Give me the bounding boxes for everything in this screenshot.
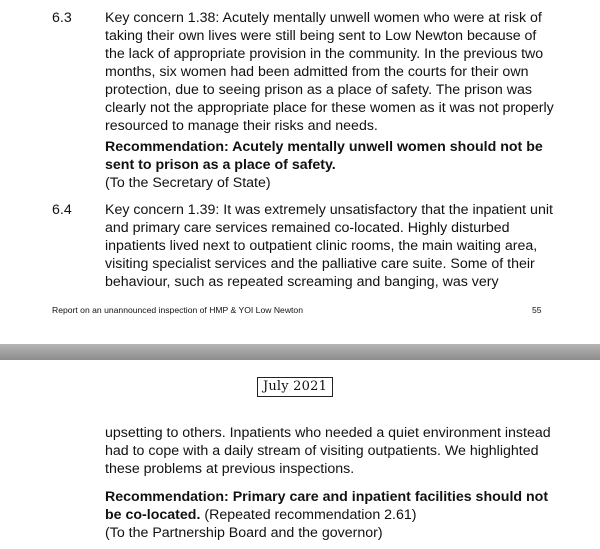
report-page-bottom [0, 360, 600, 549]
recommendation-addressee: (To the Partnership Board and the governor) [105, 525, 383, 541]
text-line: months, six women had been admitted from the courts for their own [105, 64, 529, 80]
recommendation-block [105, 488, 550, 542]
page-number: 55 [532, 305, 542, 315]
text-line: protection, due to seeing prison as a place of safety. The prison was [105, 82, 532, 98]
text-line: visiting specialist services and the palliative care suite. Some of their [105, 256, 535, 272]
recommendation-line [105, 506, 550, 524]
text-line: taking their own lives were still being sent to Low Newton because of [105, 28, 537, 44]
paragraph-number: 6.4 [52, 202, 72, 218]
recommendation-text: Recommendation: Primary care and inpatient facilities should not [105, 489, 549, 505]
continued-text [105, 424, 550, 478]
repeated-recommendation-ref: (Repeated recommendation 2.61) [200, 507, 417, 523]
text-line: these problems at previous inspections. [105, 461, 355, 477]
text-line: and primary care services remained co-located. Highly disturbed [105, 220, 510, 236]
recommendation-text: sent to prison as a place of safety. [105, 157, 336, 173]
recommendation-addressee: (To the Secretary of State) [105, 175, 271, 191]
text-line: Key concern 1.38: Acutely mentally unwell women who were at risk of [105, 10, 542, 26]
recommendation-text: be co-located. [105, 507, 201, 523]
text-line: had to cope with a daily stream of visiting outpatients. We highlighted [105, 443, 539, 459]
text-line: upsetting to others. Inpatients who needed a quiet environment instead [105, 425, 551, 441]
recommendation-text: Recommendation: Acutely mentally unwell women should not be [105, 139, 543, 155]
recommendation-block [105, 138, 550, 192]
text-line: Key concern 1.39: It was extremely unsatisfactory that the inpatient unit [105, 202, 553, 218]
page-divider [0, 344, 600, 360]
text-line: behaviour, such as repeated screaming and banging, was very [105, 274, 499, 290]
text-line: resourced to manage their risks and needs. [105, 118, 378, 134]
paragraph-number: 6.3 [52, 10, 72, 26]
date-stamp: July 2021 [257, 377, 333, 397]
text-line: clearly not the appropriate place for these women as it was not properly [105, 100, 554, 116]
key-concern-text [105, 201, 553, 291]
page-footer-title: Report on an unannounced inspection of HMP & YOI Low Newton [52, 305, 303, 315]
text-line: the lack of appropriate provision in the community. In the previous two [105, 46, 544, 62]
key-concern-text [105, 9, 554, 135]
text-line: inpatients lived next to outpatient clinic rooms, the main waiting area, [105, 238, 538, 254]
